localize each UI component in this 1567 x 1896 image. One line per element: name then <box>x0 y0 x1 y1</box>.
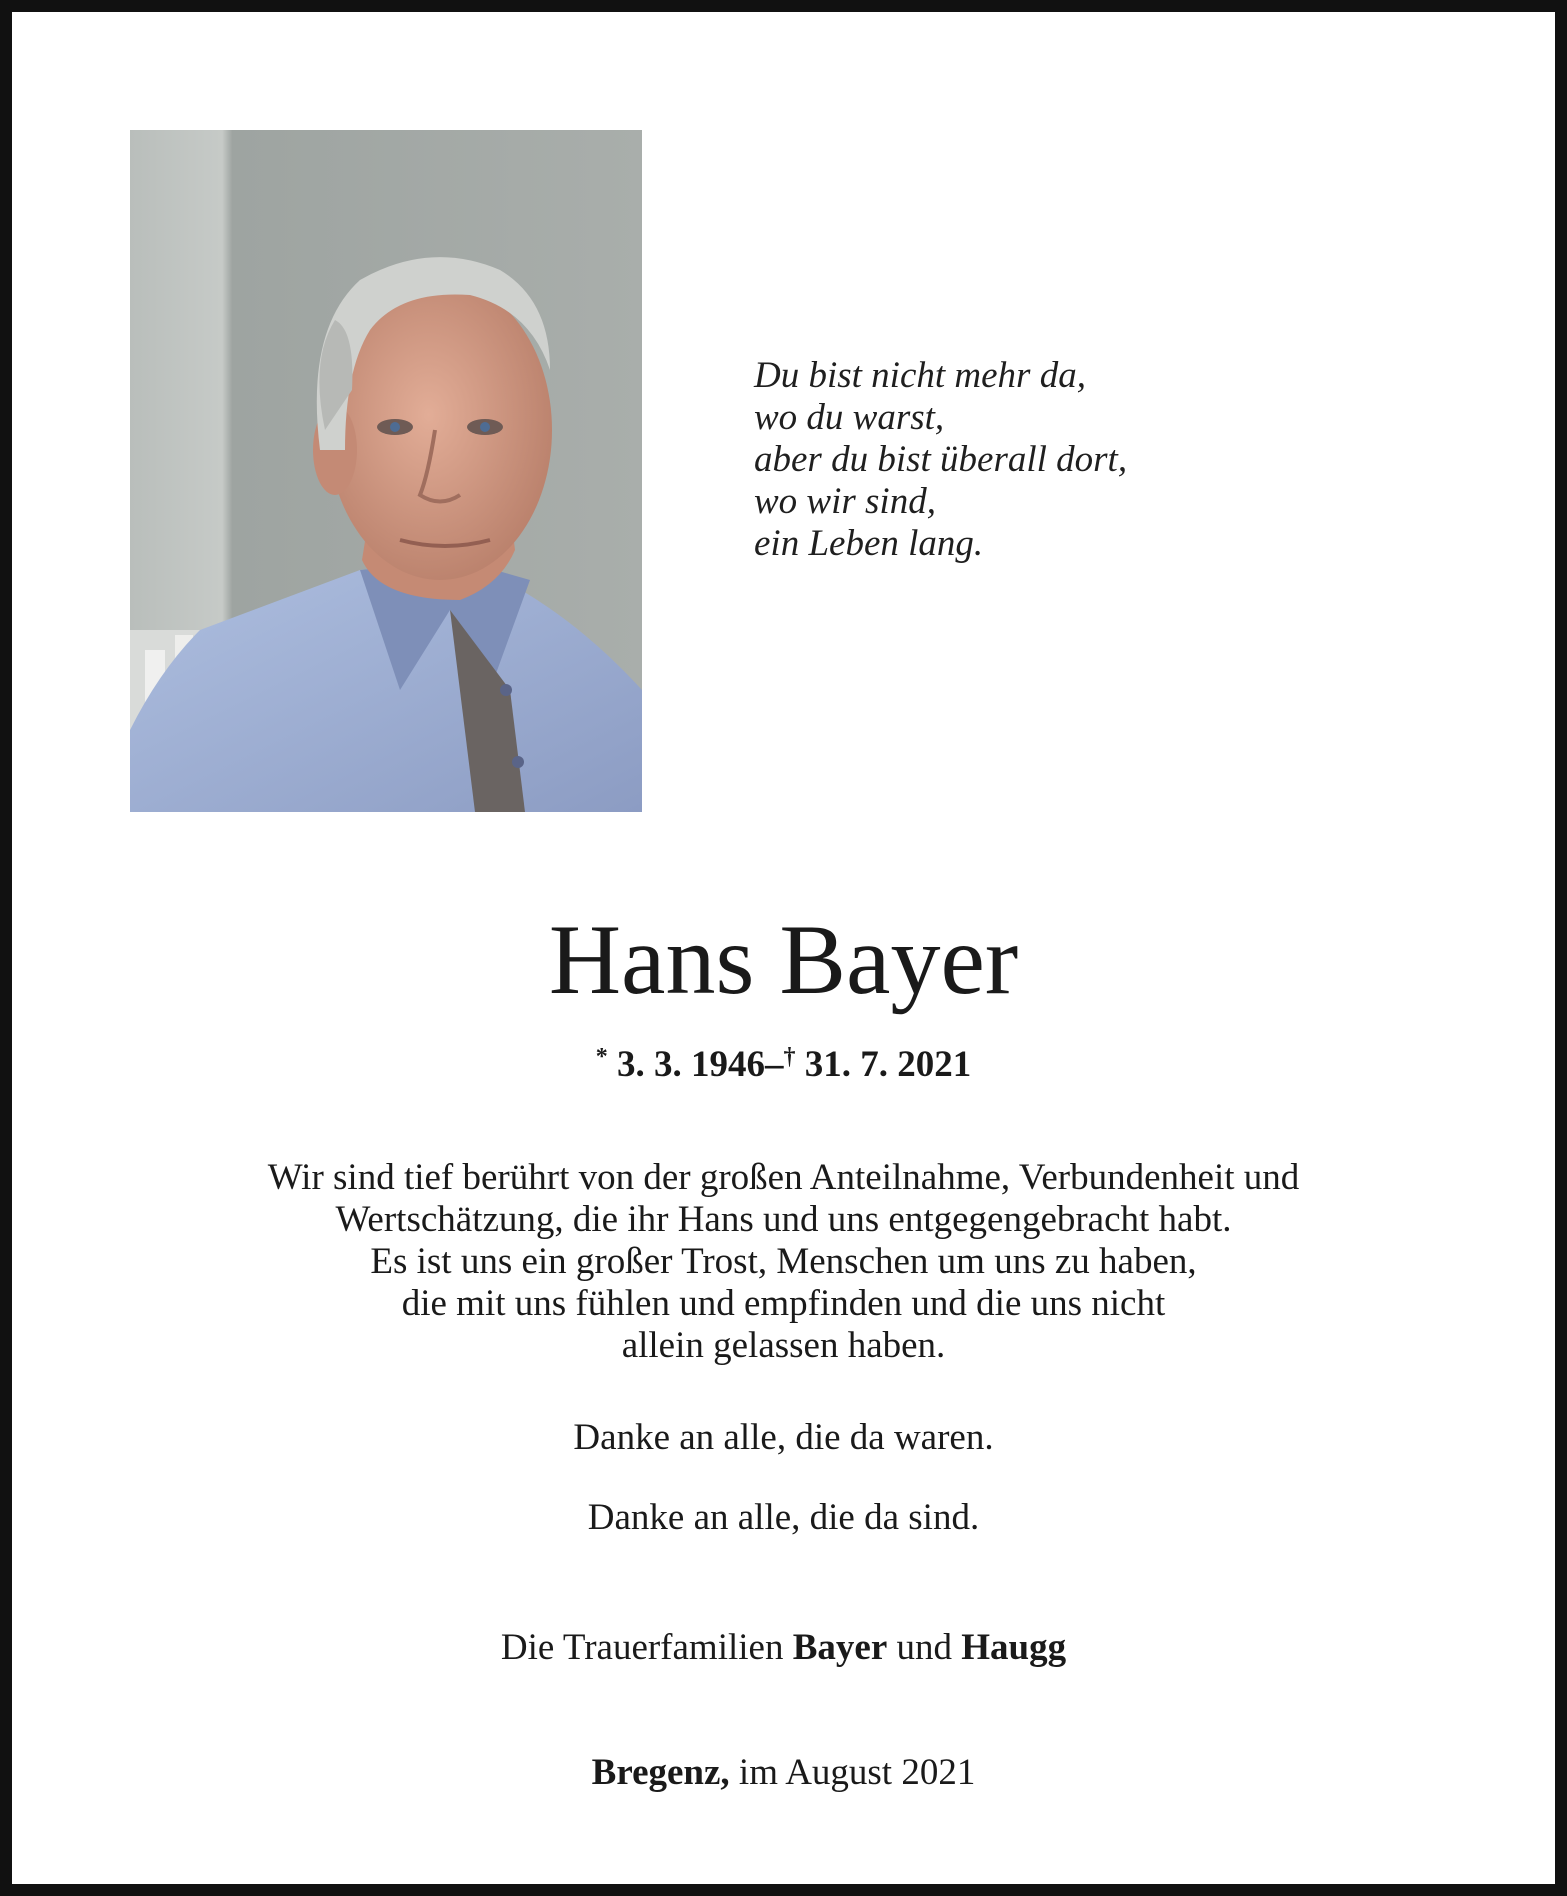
family-name-2: Haugg <box>961 1627 1067 1668</box>
poem-line: wo wir sind, <box>754 481 936 522</box>
death-date: 31. 7. 2021 <box>804 1044 972 1085</box>
poem-line: ein Leben lang. <box>754 523 984 564</box>
message-line: Wir sind tief berührt von der großen Anteilnahme, Verbundenheit und <box>267 1157 1300 1198</box>
date-separator: – <box>765 1044 784 1085</box>
place-and-date <box>0 1751 1567 1795</box>
signature-conjunction: und <box>896 1627 952 1668</box>
signature <box>0 1626 1567 1670</box>
poem-line: aber du bist überall dort, <box>754 439 1128 480</box>
birth-mark: * <box>595 1044 608 1070</box>
message-line: allein gelassen haben. <box>621 1325 946 1366</box>
date: im August 2021 <box>738 1752 976 1793</box>
poem-line: wo du warst, <box>754 397 945 438</box>
death-mark: † <box>783 1044 796 1070</box>
life-dates <box>0 1035 1567 1087</box>
deceased-name: Hans Bayer <box>548 904 1019 1015</box>
portrait-image <box>130 130 642 812</box>
birth-date: 3. 3. 1946 <box>617 1044 765 1085</box>
poem <box>754 355 1127 565</box>
thanks-line-2: Danke an alle, die da sind. <box>587 1497 980 1538</box>
thank-you-message <box>0 1157 1567 1367</box>
thanks-line-1: Danke an alle, die da waren. <box>573 1417 994 1458</box>
portrait-photo <box>130 130 642 812</box>
message-line: Wertschätzung, die ihr Hans und uns entgegengebracht habt. <box>335 1199 1232 1240</box>
poem-line: Du bist nicht mehr da, <box>754 355 1086 396</box>
signature-prefix: Die Trauerfamilien <box>500 1627 784 1668</box>
family-name-1: Bayer <box>792 1627 888 1668</box>
message-line: Es ist uns ein großer Trost, Menschen um uns zu haben, <box>370 1241 1197 1282</box>
place: Bregenz, <box>591 1752 730 1793</box>
message-line: die mit uns fühlen und empfinden und die uns nicht <box>401 1283 1166 1324</box>
